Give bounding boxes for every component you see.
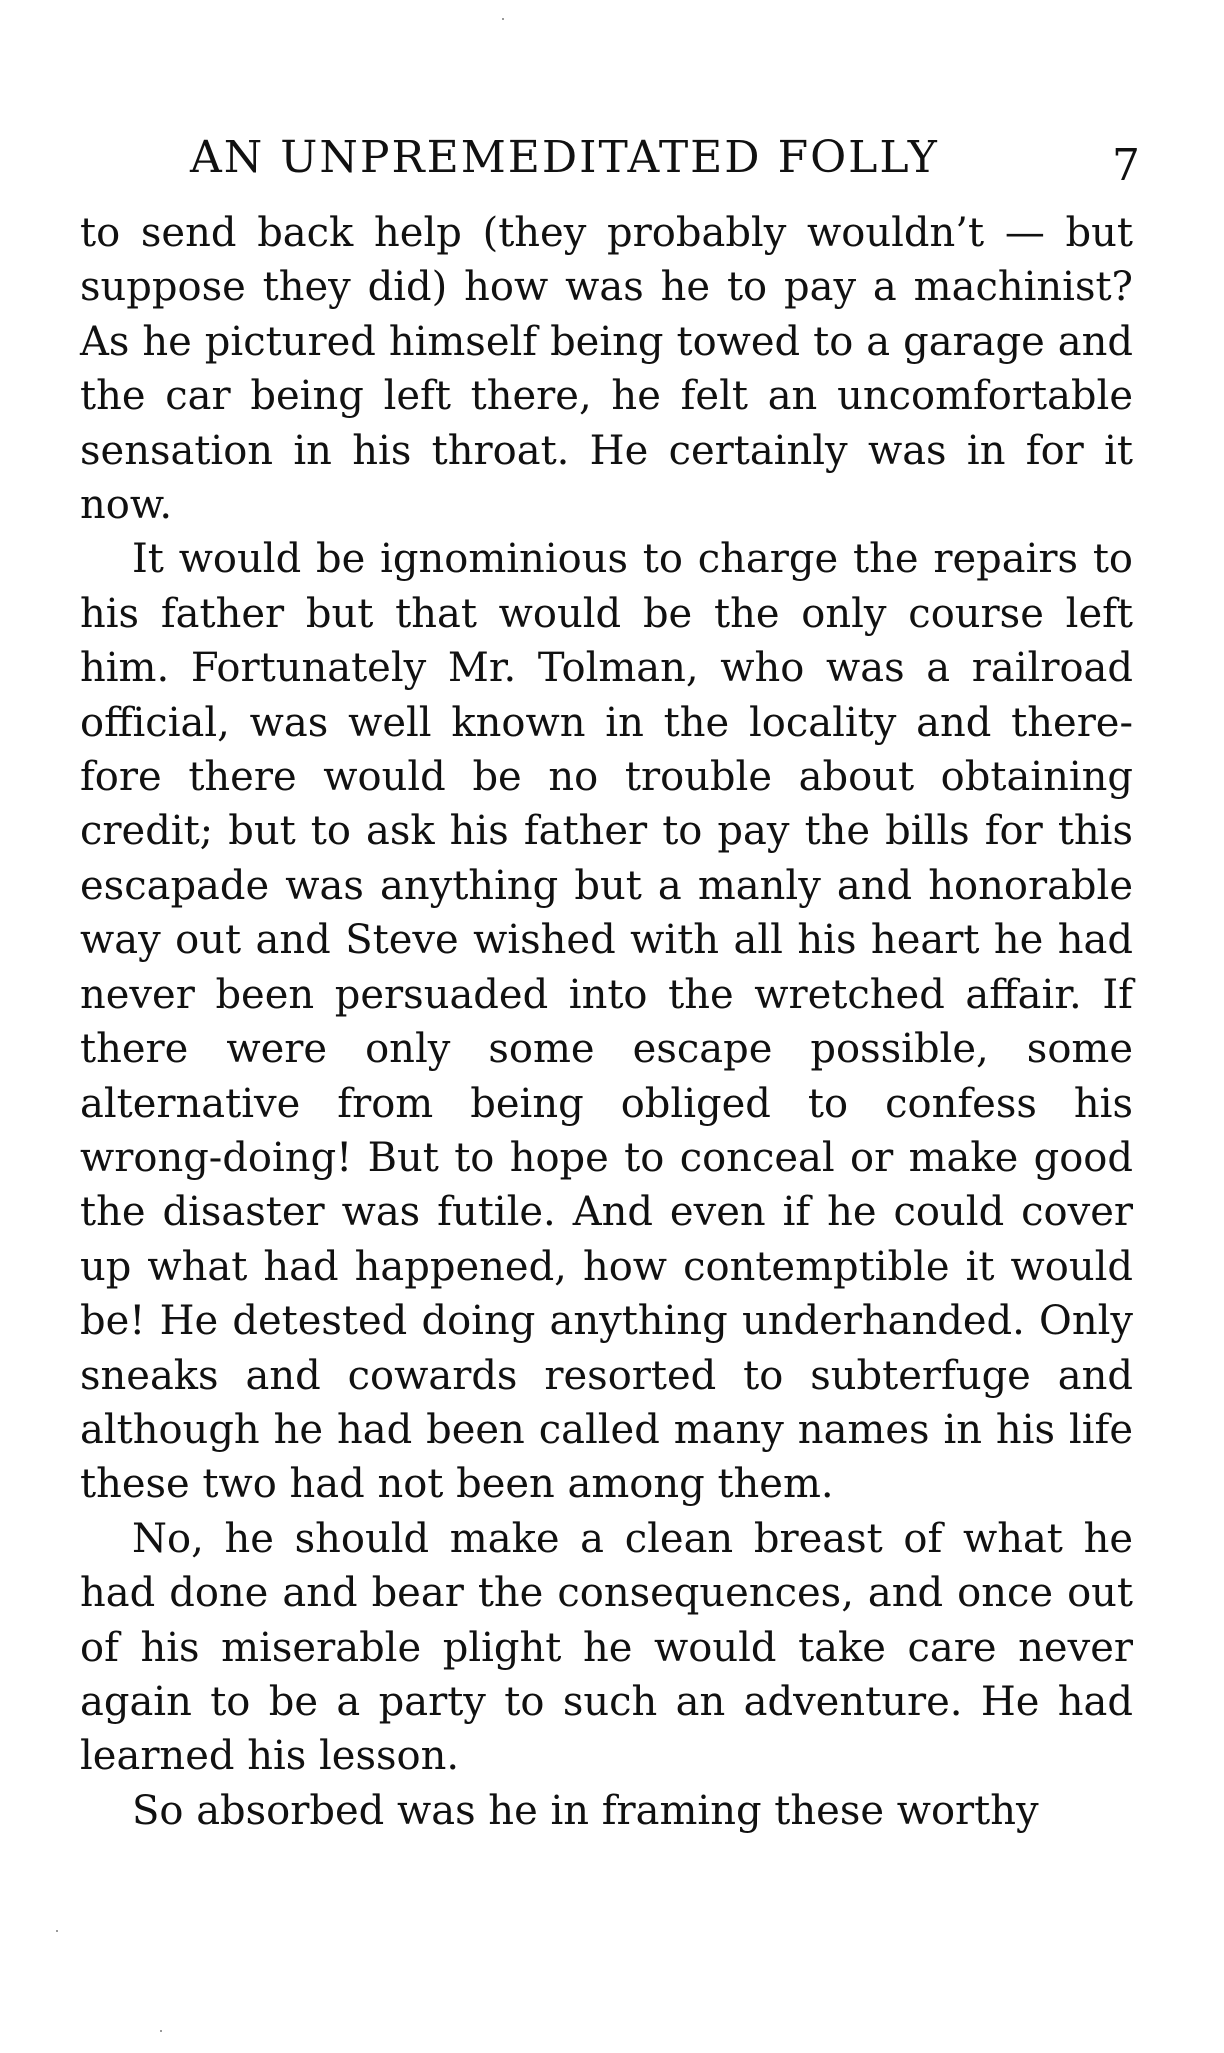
paper-speck bbox=[502, 18, 504, 20]
page-number: 7 bbox=[1112, 140, 1140, 191]
paragraph-last: So absorbed was he in framing these worthy bbox=[132, 1787, 1039, 1834]
body-text bbox=[80, 206, 1133, 1838]
paragraph: It would be ignominious to charge the repairs to his father but that would be the only course left him. Fortunately Mr. Tolman, who was a railroad official, was well known in the locality and therefore there would be no trouble about obtaining credit; but to ask his father to pay the bills for this escapade was anything but a manly and honorable way out and Steve wished with all his heart he had never been persuaded into the wretched affair. If there were only some escape possible, some alternative from being obliged to confess his wrong-doing! But to hope to conceal or make good the disaster was futile. And even if he could cover up what had happened, how contemptible it would be! He detested doing anything underhanded. Only sneaks and cowards resorted to subterfuge and although he had been called many names in his life these two had not been among them. bbox=[80, 536, 1133, 1508]
paragraph: No, he should make a clean breast of what he had done and bear the consequences, and once out of his miserable plight he would take care never again to be a party to such an adventure. He had learned his lesson. bbox=[80, 1515, 1133, 1780]
paragraph-continued: to send back help (they probably wouldn’t — but suppose they did) how was he to pay a machinist? As he pictured himself being towed to a garage and the car being left there, he felt an uncomfortable sensation in his throat. He certainly was in for it now. bbox=[80, 210, 1133, 529]
paper-speck bbox=[56, 1930, 58, 1932]
running-title: AN UNPREMEDITATED FOLLY bbox=[190, 132, 939, 183]
running-head bbox=[80, 128, 1140, 191]
paper-speck bbox=[160, 2030, 162, 2032]
